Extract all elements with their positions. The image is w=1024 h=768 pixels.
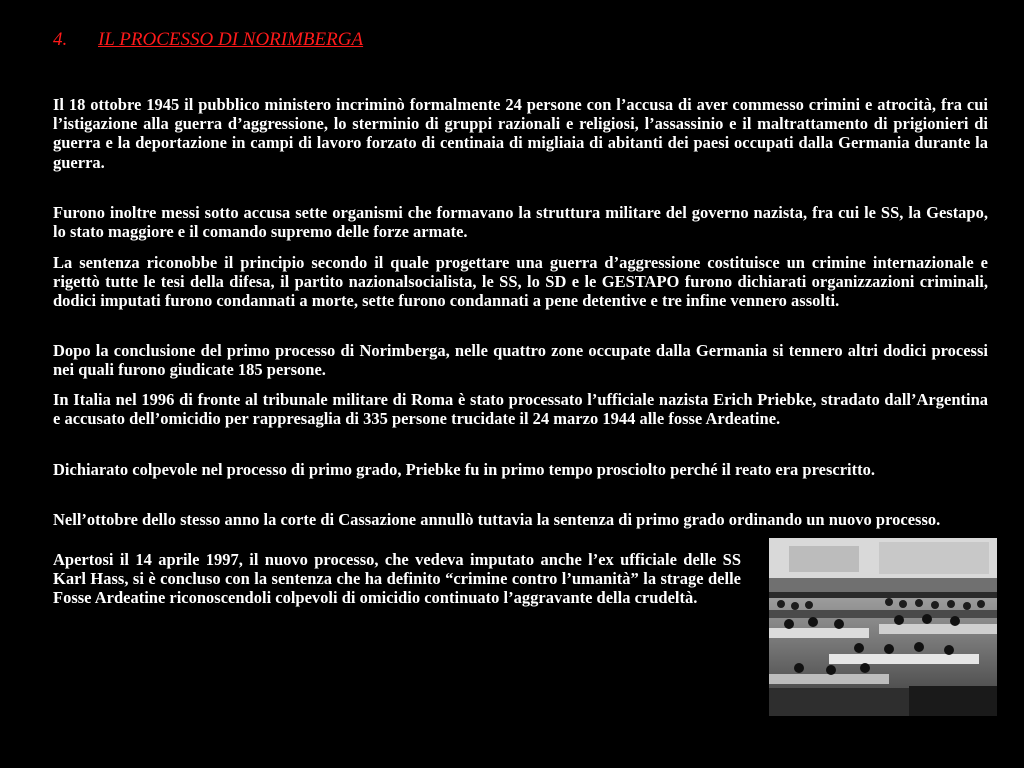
slide-heading xyxy=(53,29,363,51)
paragraph-5: In Italia nel 1996 di fronte al tribunale militare di Roma è stato processato l’ufficiale nazista Erich Priebke, stradato dall’Argentina e accusato dell’omicidio per rappresaglia di 335 persone trucidate il 24 marzo 1944 alle fosse Ardeatine. xyxy=(53,390,988,429)
paragraph-8: Apertosi il 14 aprile 1997, il nuovo processo, che vedeva imputato anche l’ex ufficiale delle SS Karl Hass, si è concluso con la sentenza che ha definito “crimine contro l’umanità” la strage delle Fosse Ardeatine riconoscendoli colpevoli di omicidio continuato l’aggravante della crudeltà. xyxy=(53,550,741,608)
courtroom-photo-image xyxy=(769,538,997,716)
paragraph-3: La sentenza riconobbe il principio secondo il quale progettare una guerra d’aggressione costituisce un crimine internazionale e rigettò tutte le tesi della difesa, il partito nazionalsocialista, le SS, lo SD e le GESTAPO furono dichiarati organizzazioni criminali, dodici imputati furono condannati a morte, sette furono condannati a pene detentive e tre infine vennero assolti. xyxy=(53,253,988,311)
paragraph-7: Nell’ottobre dello stesso anno la corte di Cassazione annullò tuttavia la sentenza di primo grado ordinando un nuovo processo. xyxy=(53,510,941,529)
paragraph-1: Il 18 ottobre 1945 il pubblico ministero incriminò formalmente 24 persone con l’accusa di aver commesso crimini e atrocità, fra cui l’istigazione alla guerra d’aggressione, lo sterminio di gruppi razionali e religiosi, l’assassinio e il maltrattamento di prigionieri di guerra e la deportazione in campi di lavoro forzato di centinaia di migliaia di abitanti dei paesi occupati dalla Germania durante la guerra. xyxy=(53,95,988,172)
paragraph-4: Dopo la conclusione del primo processo di Norimberga, nelle quattro zone occupate dalla Germania si tennero altri dodici processi nei quali furono giudicate 185 persone. xyxy=(53,341,988,380)
paragraph-2: Furono inoltre messi sotto accusa sette organismi che formavano la struttura militare del governo nazista, fra cui le SS, la Gestapo, lo stato maggiore e il comando supremo delle forze armate. xyxy=(53,203,988,242)
slide-title: IL PROCESSO DI NORIMBERGA xyxy=(98,29,364,50)
slide-number: 4. xyxy=(53,29,68,50)
paragraph-6: Dichiarato colpevole nel processo di primo grado, Priebke fu in primo tempo prosciolto perché il reato era prescritto. xyxy=(53,460,875,479)
courtroom-photo xyxy=(769,538,997,716)
